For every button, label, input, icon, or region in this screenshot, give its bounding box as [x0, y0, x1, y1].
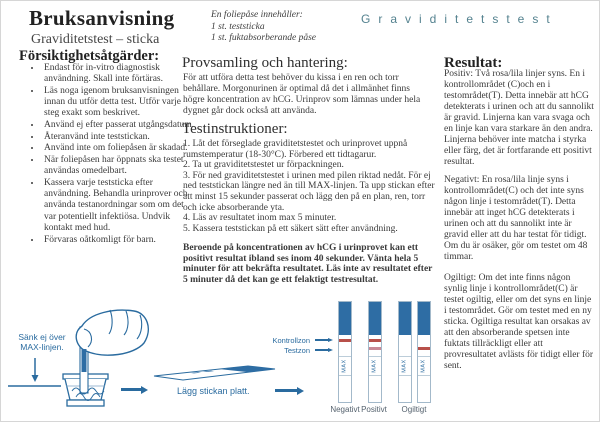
- control-line: [369, 339, 381, 342]
- page-title: Bruksanvisning: [29, 6, 175, 30]
- arrow-right-icon: [315, 349, 328, 351]
- stick-handle: [369, 302, 381, 335]
- stick-window: [399, 335, 411, 357]
- instruction-step: 3. För ned graviditetstestet i urinen med pilen riktad nedåt. För ej ned teststickan längre ned än till MAX-linjen. Ta upp stickan efter att minst 15 sekunder passerat och lägg den på en plan, ren, torr och icke absorberande yta.: [183, 170, 435, 213]
- stick-max-zone: [418, 356, 430, 376]
- stick-handle: [399, 302, 411, 335]
- stick-window: [418, 335, 430, 357]
- stick-label-positive: Positivt: [361, 405, 387, 414]
- instruction-step: 1. Låt det förseglade graviditetstestet och urinprovet uppnå rumstemperatur (18-30°C). Förbered ett tidtagarur.: [183, 139, 408, 160]
- instructions-heading: Testinstruktioner:: [182, 121, 288, 137]
- max-text: MAX: [402, 358, 409, 373]
- stick-max-zone: [339, 356, 351, 376]
- arrow-right-icon: [121, 388, 141, 391]
- precaution-item: • Återanvänd inte teststickan.: [42, 132, 198, 143]
- result-invalid-text: Ogiltigt: Om det inte finns någon synlig linje i kontrollområdet(C) är testet ogiltig, eller om det syns en linje i testområdet. Gör om testet med en ny sticka. Ogiltiga resultat kan orsakas av att den absorberande spetsen inte fuktats tillräckligt eller att provresultatet avlästs för tidigt eller för sent.: [444, 273, 594, 371]
- lay-flat-caption: Lägg stickan platt.: [177, 386, 250, 396]
- max-text: MAX: [372, 358, 379, 373]
- results-heading: Resultat:: [444, 55, 503, 71]
- foil-line: 1 st. teststicka: [211, 21, 265, 32]
- page-subtitle: Graviditetstest – sticka: [31, 32, 160, 47]
- result-stick-negative: [338, 301, 352, 403]
- precaution-item: • Använd ej efter passerat utgångsdatum.: [42, 120, 198, 131]
- timing-note: Beroende på koncentrationen av hCG i urinprovet kan ett positivt resultat ibland ses inom 40 sekunder. Vänta hela 5 minuter för att bekräfta resultatet. Läs inte av resultatet efter 5 minuter då det kan ge ett felaktigt testresultat.: [183, 243, 433, 285]
- foil-line: En foliepåse innehåller:: [211, 10, 303, 20]
- result-stick-invalid-blank: [398, 301, 412, 403]
- precautions-list: [21, 63, 198, 246]
- max-text: MAX: [421, 358, 428, 373]
- arrow-down-icon: [32, 358, 39, 382]
- precaution-item: • Förvaras oåtkomligt för barn.: [42, 235, 198, 246]
- sampling-heading: Provsamling och hantering:: [182, 55, 348, 71]
- flat-stick-illustration: [151, 363, 279, 383]
- control-zone-label: Kontrollzon: [272, 336, 310, 345]
- instructions-list: [183, 139, 435, 234]
- stick-handle: [339, 302, 351, 335]
- precaution-item: • Endast för in-vitro diagnostisk användning. Skall inte förtäras.: [42, 63, 198, 85]
- sampling-text: För att utföra detta test behöver du kissa i en ren och torr behållare. Morgonurinen är optimal då det i allmänhet finns högre koncentration av hCG. Urinprov som lämnas under hela dygnet går dock också att använda.: [183, 73, 421, 116]
- result-stick-invalid-testline: [417, 301, 431, 403]
- stick-label-negative: Negativt: [330, 405, 360, 414]
- control-line: [339, 339, 351, 342]
- test-line: [369, 347, 381, 350]
- instruction-step: 2. Ta ut graviditetstestet ur förpackningen.: [183, 160, 344, 171]
- dip-max-caption: Sänk ej över MAX-linjen.: [18, 332, 66, 352]
- dip-illustration: [6, 301, 156, 419]
- arrow-right-icon: [315, 339, 328, 341]
- stick-max-zone: [369, 356, 381, 376]
- stick-label-invalid: Ogiltigt: [401, 405, 427, 414]
- max-text: MAX: [342, 358, 349, 373]
- stick-handle-segment: [82, 349, 87, 372]
- precaution-item: • Använd inte om foliepåsen är skadad.: [42, 143, 198, 154]
- result-stick-positive: [368, 301, 382, 403]
- stick-max-zone: [399, 356, 411, 376]
- product-header: Graviditetstest: [361, 12, 558, 26]
- foil-pouch-contents: [211, 10, 316, 45]
- foil-line: 1 st. fuktabsorberande påse: [211, 33, 317, 43]
- test-zone-label: Testzon: [284, 346, 310, 355]
- precaution-item: • Läs noga igenom bruksanvisningen innan du utför detta test. Utför varje steg exakt som beskrivet.: [42, 86, 198, 120]
- stick-window: [339, 335, 351, 357]
- precaution-item: • Kassera varje teststicka efter användning. Behandla urinprover och använda testanordningar som om det var potentiellt infektiösa. Undvik kontakt med hud.: [42, 178, 198, 234]
- arrow-right-icon: [275, 389, 297, 392]
- result-positive-text: Positiv: Två rosa/lila linjer syns. En i kontrollområdet (C)och en i testområdet(T). Detta innebär att hCG detekterats i urinen och att du sannolikt är gravid. Linjerna kan vara svaga och en linje kan vara starkare än den andra. Linjerna behöver inte matcha i styrka eller färg, det är fortfarande ett positivt resultat.: [444, 69, 594, 167]
- instruction-step: 5. Kassera teststickan på ett säkert sätt efter användning.: [183, 223, 398, 234]
- instruction-step: 4. Läs av resultatet inom max 5 minuter.: [183, 213, 337, 224]
- result-negative-text: Negativt: En rosa/lila linje syns i kontrollområdet(C) och det inte syns någon linje i testområdet(T). Detta innebär att inget hCG detekterats i urinen och att du sannolikt inte är gravid eller att du har testat för tidigt. Om du är osäker, gör om testet om 48 timmar.: [444, 175, 588, 262]
- stick-window: [369, 335, 381, 357]
- precaution-item: • När foliepåsen har öppnats ska testet användas omedelbart.: [42, 155, 198, 177]
- precautions-heading: Försiktighetsåtgärder:: [19, 48, 160, 64]
- test-line: [418, 347, 430, 350]
- stick-handle: [418, 302, 430, 335]
- hand-icon: [76, 310, 148, 355]
